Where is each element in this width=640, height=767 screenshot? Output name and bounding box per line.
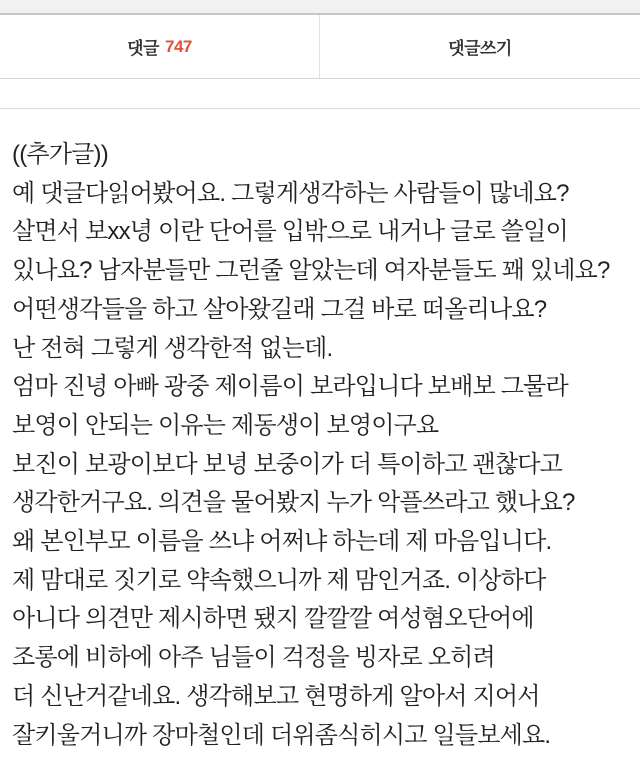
post-line: 더 신난거같네요. 생각해보고 현명하게 알아서 지어서 bbox=[12, 682, 540, 710]
post-line: 엄마 진녕 아빠 광중 제이름이 보라입니다 보배보 그물라 bbox=[12, 373, 568, 401]
section-divider bbox=[0, 79, 640, 109]
comment-count: 747 bbox=[164, 36, 192, 56]
post-line: 어떤생각들을 하고 살아왔길래 그걸 바로 떠올리나요? bbox=[12, 295, 547, 323]
post-line: 난 전혀 그렇게 생각한적 없는데. bbox=[12, 334, 333, 362]
post-line: 조롱에 비하에 아주 님들이 걱정을 빙자로 오히려 bbox=[12, 644, 495, 672]
post-line: 있나요? 남자분들만 그런줄 알았는데 여자분들도 꽤 있네요? bbox=[12, 257, 610, 285]
post-line: 제 맘대로 짓기로 약속했으니까 제 맘인거죠. 이상하다 bbox=[12, 566, 546, 594]
post-line: 잘키울거니까 장마철인데 더위좀식히시고 일들보세요. bbox=[12, 721, 551, 749]
post-line: 보진이 보광이보다 보녕 보중이가 더 특이하고 괜찮다고 bbox=[12, 450, 563, 478]
comment-tabbar bbox=[0, 15, 640, 79]
post-line: 왜 본인부모 이름을 쓰냐 어쩌냐 하는데 제 마음입니다. bbox=[12, 528, 552, 556]
post-line: 생각한거구요. 의견을 물어봤지 누가 악플쓰라고 했나요? bbox=[12, 489, 575, 517]
tab-write-comment-label: 댓글쓰기 bbox=[448, 39, 512, 58]
post-line: 살면서 보xx녕 이란 단어를 입밖으로 내거나 글로 쓸일이 bbox=[12, 218, 568, 246]
tab-comments[interactable] bbox=[0, 15, 320, 78]
post-line: 예 댓글다읽어봤어요. 그렇게생각하는 사람들이 많네요? bbox=[12, 179, 569, 207]
top-strip bbox=[0, 0, 640, 15]
post-line: 보영이 안되는 이유는 제동생이 보영이구요 bbox=[12, 411, 439, 439]
post-body bbox=[0, 109, 640, 755]
post-line: ((추가글)) bbox=[12, 141, 108, 168]
post-line: 아니다 의견만 제시하면 됐지 깔깔깔 여성혐오단어에 bbox=[12, 605, 534, 633]
tab-write-comment[interactable] bbox=[320, 15, 640, 78]
tab-comments-label: 댓글 bbox=[127, 39, 159, 58]
